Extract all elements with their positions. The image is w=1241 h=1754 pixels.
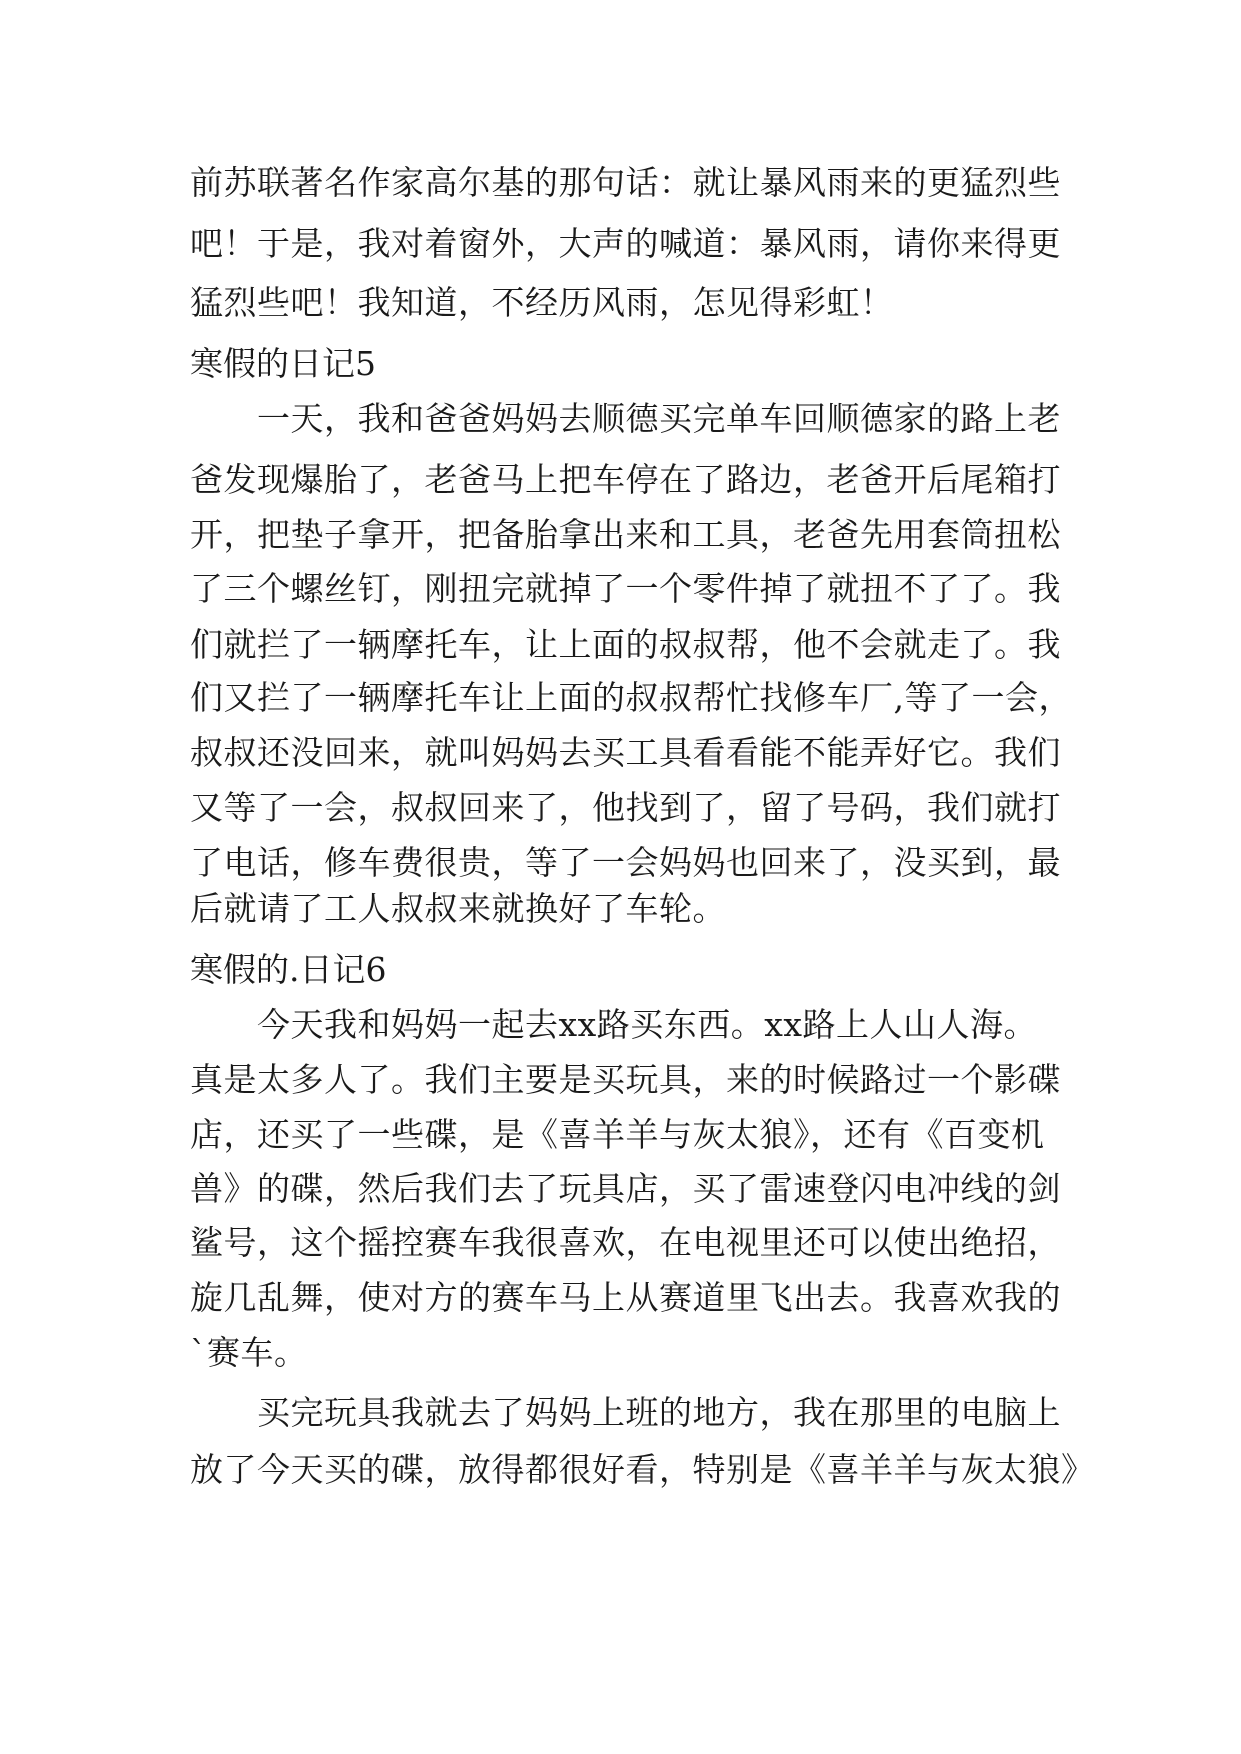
paragraph-line: 吧！于是，我对着窗外，大声的喊道：暴风雨，请你来得更 (190, 224, 1061, 263)
paragraph-line: 今天我和妈妈一起去xx路买东西。xx路上人山人海。 (257, 1005, 1037, 1044)
paragraph-line: 又等了一会，叔叔回来了，他找到了，留了号码，我们就打 (190, 788, 1061, 827)
paragraph-line: `赛车。 (190, 1333, 308, 1372)
paragraph-line: 鲨号，这个摇控赛车我很喜欢，在电视里还可以使出绝招， (190, 1223, 1061, 1262)
paragraph-line: 后就请了工人叔叔来就换好了车轮。 (190, 889, 726, 928)
paragraph-line: 前苏联著名作家高尔基的那句话：就让暴风雨来的更猛烈些 (190, 163, 1061, 202)
paragraph-line: 了三个螺丝钉，刚扭完就掉了一个零件掉了就扭不了了。我 (190, 569, 1061, 608)
paragraph-line: 买完玩具我就去了妈妈上班的地方，我在那里的电脑上 (257, 1393, 1061, 1432)
paragraph-line: 一天，我和爸爸妈妈去顺德买完单车回顺德家的路上老 (257, 399, 1061, 438)
paragraph-line: 们就拦了一辆摩托车，让上面的叔叔帮，他不会就走了。我 (190, 625, 1061, 664)
paragraph-line: 爸发现爆胎了，老爸马上把车停在了路边，老爸开后尾箱打 (190, 460, 1061, 499)
paragraph-line: 叔叔还没回来，就叫妈妈去买工具看看能不能弄好它。我们 (190, 733, 1061, 772)
paragraph-line: 旋几乱舞，使对方的赛车马上从赛道里飞出去。我喜欢我的 (190, 1278, 1061, 1317)
paragraph-line: 们又拦了一辆摩托车让上面的叔叔帮忙找修车厂,等了一会， (190, 678, 1072, 717)
paragraph-line: 真是太多人了。我们主要是买玩具，来的时候路过一个影碟 (190, 1060, 1061, 1099)
diary-heading: 寒假的日记5 (190, 344, 376, 383)
paragraph-line: 猛烈些吧！我知道，不经历风雨，怎见得彩虹！ (190, 283, 894, 322)
paragraph-line: 放了今天买的碟，放得都很好看，特别是《喜羊羊与灰太狼》 (190, 1450, 1095, 1489)
paragraph-line: 店，还买了一些碟，是《喜羊羊与灰太狼》，还有《百变机 (190, 1115, 1045, 1154)
paragraph-line: 开，把垫子拿开，把备胎拿出来和工具，老爸先用套筒扭松 (190, 515, 1061, 554)
diary-heading: 寒假的.日记6 (190, 950, 387, 989)
paragraph-line: 了电话，修车费很贵，等了一会妈妈也回来了，没买到，最 (190, 843, 1061, 882)
paragraph-line: 兽》的碟，然后我们去了玩具店，买了雷速登闪电冲线的剑 (190, 1169, 1061, 1208)
